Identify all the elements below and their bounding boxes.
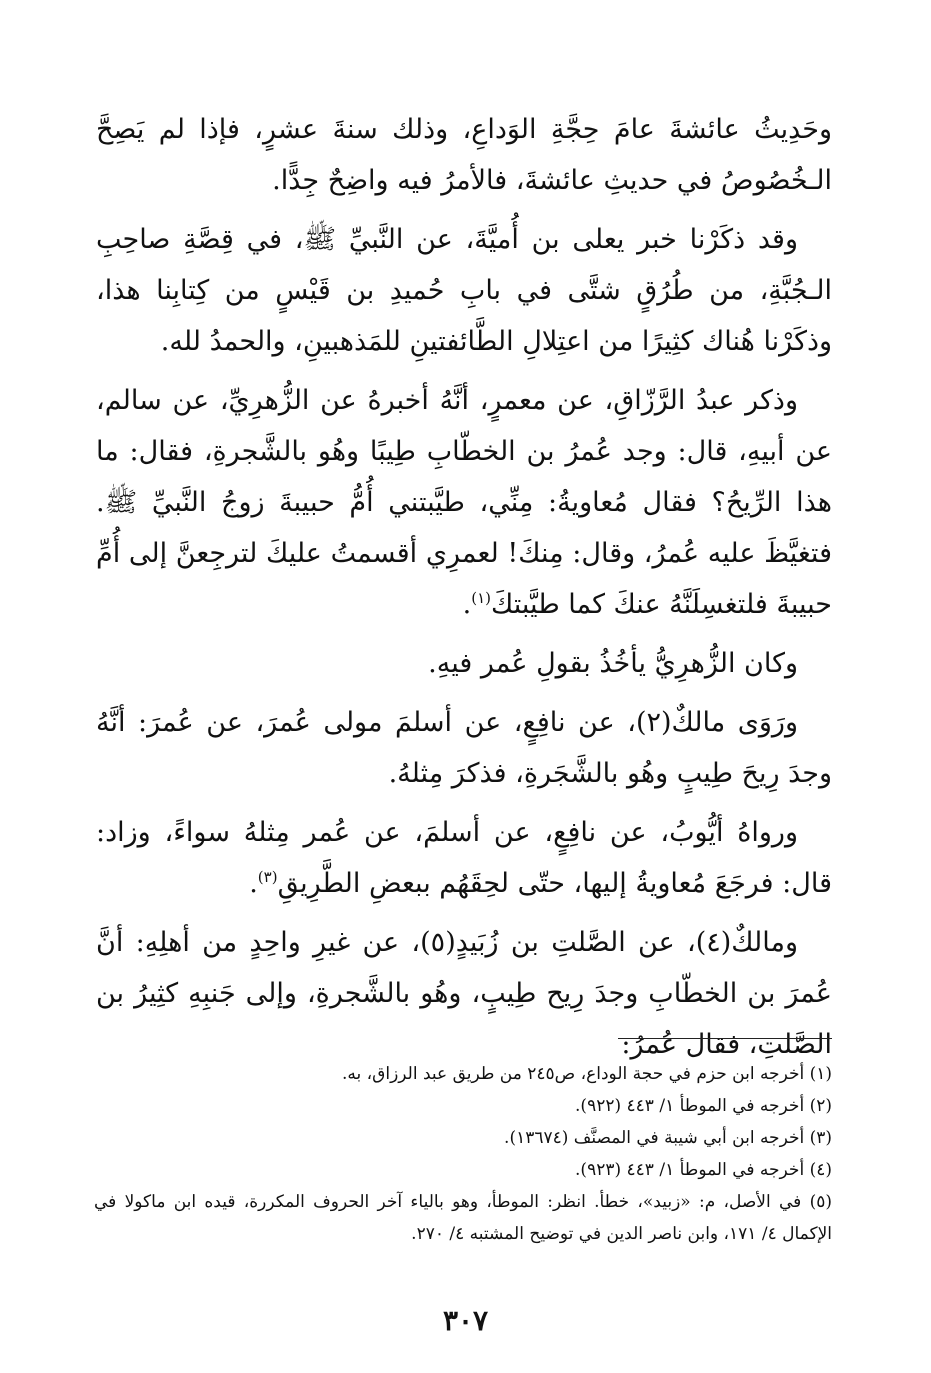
footnote-item: (١) أخرجه ابن حزم في حجة الوداع، ص٢٤٥ من طريق عبد الرزاق، به.: [342, 1064, 832, 1084]
paragraph: وكان الزُّهرِيُّ يأخُذُ بقولِ عُمر فيهِ.: [428, 648, 798, 679]
paragraph: ورواهُ أيُّوبُ، عن نافِعٍ، عن أسلمَ، عن عُمر مِثلهُ سواءً، وزاد: قال: فرجَعَ مُعاويةُ إليها، حتّى لحِقَهُم ببعضِ الطَّرِيقِ$^{(٣)}$.: [96, 817, 832, 899]
footnote-item: (٣) أخرجه ابن أبي شيبة في المصنَّف (١٣٦٧٤).: [504, 1128, 832, 1148]
page-body: [96, 104, 832, 1078]
footnote-item: (٥) في الأصل، م: «زبيد»، خطأ. انظر: الموطأ، وهو بالياء آخر الحروف المكررة، قيده ابن ماكولا في الإكمال ٤/ ١٧١، وابن ناصر الدين في توضيح المشتبه ٤/ ٢٧٠.: [94, 1192, 832, 1244]
paragraph: ورَوَى مالكٌ(٢)، عن نافِعٍ، عن أسلمَ مولى عُمرَ، عن عُمرَ: أنَّهُ وجدَ رِيحَ طِيبٍ وهُو بالشَّجَرةِ، فذكرَ مِثلهُ.: [96, 707, 832, 789]
paragraph: وحَدِيثُ عائشةَ عامَ حِجَّةِ الوَداعِ، وذلك سنةَ عشرٍ، فإذا لم يَصِحَّ الـخُصُوصُ في حديثِ عائشةَ، فالأمرُ فيه واضِحٌ جِدًّا.: [96, 114, 832, 196]
footnote-ref[interactable]: (١): [471, 589, 491, 607]
footnote-item: (٤) أخرجه في الموطأ ١/ ٤٤٣ (٩٢٣).: [575, 1160, 832, 1180]
footnotes: [94, 1058, 832, 1250]
paragraph: وذكر عبدُ الرَّزّاقِ، عن معمرٍ، أنَّهُ أخبرهُ عن الزُّهرِيِّ، عن سالم، عن أبيهِ، قال: وجد عُمرُ بن الخطّابِ طِيبًا وهُو بالشَّجرةِ، فقال: ما هذا الرِّيحُ؟ فقال مُعاويةُ: مِنِّي، طيَّبتني أُمُّ حبيبةَ زوجُ النَّبيِّ ﷺ. فتغيَّظَ عليه عُمرُ، وقال: مِنكَ! لعمرِي أقسمتُ عليكَ لترجِعنَّ إلى أُمِّ حبيبةَ فلتغسِلَنَّهُ عنكَ كما طيَّبتكَ$^{(١)}$.: [96, 385, 832, 620]
footnote-divider: [618, 1038, 832, 1039]
page-number: ٣٠٧: [442, 1304, 489, 1337]
footnote-ref[interactable]: (٣): [257, 868, 278, 886]
paragraph: ومالكٌ(٤)، عن الصَّلتِ بن زُبَيدٍ(٥)، عن غيرِ واحِدٍ من أهلِهِ: أنَّ عُمرَ بن الخطّابِ وجدَ رِيح طِيبٍ، وهُو بالشَّجرةِ، وإلى جَنبِهِ كثِيرُ بن الصَّلتِ، فقال عُمرُ:: [96, 927, 832, 1060]
footnote-item: (٢) أخرجه في الموطأ ١/ ٤٤٣ (٩٢٢).: [575, 1096, 832, 1116]
main-text: [96, 104, 832, 1070]
paragraph: وقد ذكَرْنا خبر يعلى بن أُميَّةَ، عن النَّبيِّ ﷺ، في قِصَّةِ صاحِبِ الـجُبَّةِ، من طُرُقٍ شتَّى في بابِ حُميدِ بن قَيْسٍ من كِتابِنا هذا، وذكَرْنا هُناك كثِيرًا من اعتِلالِ الطَّائفتينِ للمَذهبينِ، والحمدُ لله.: [96, 224, 832, 357]
